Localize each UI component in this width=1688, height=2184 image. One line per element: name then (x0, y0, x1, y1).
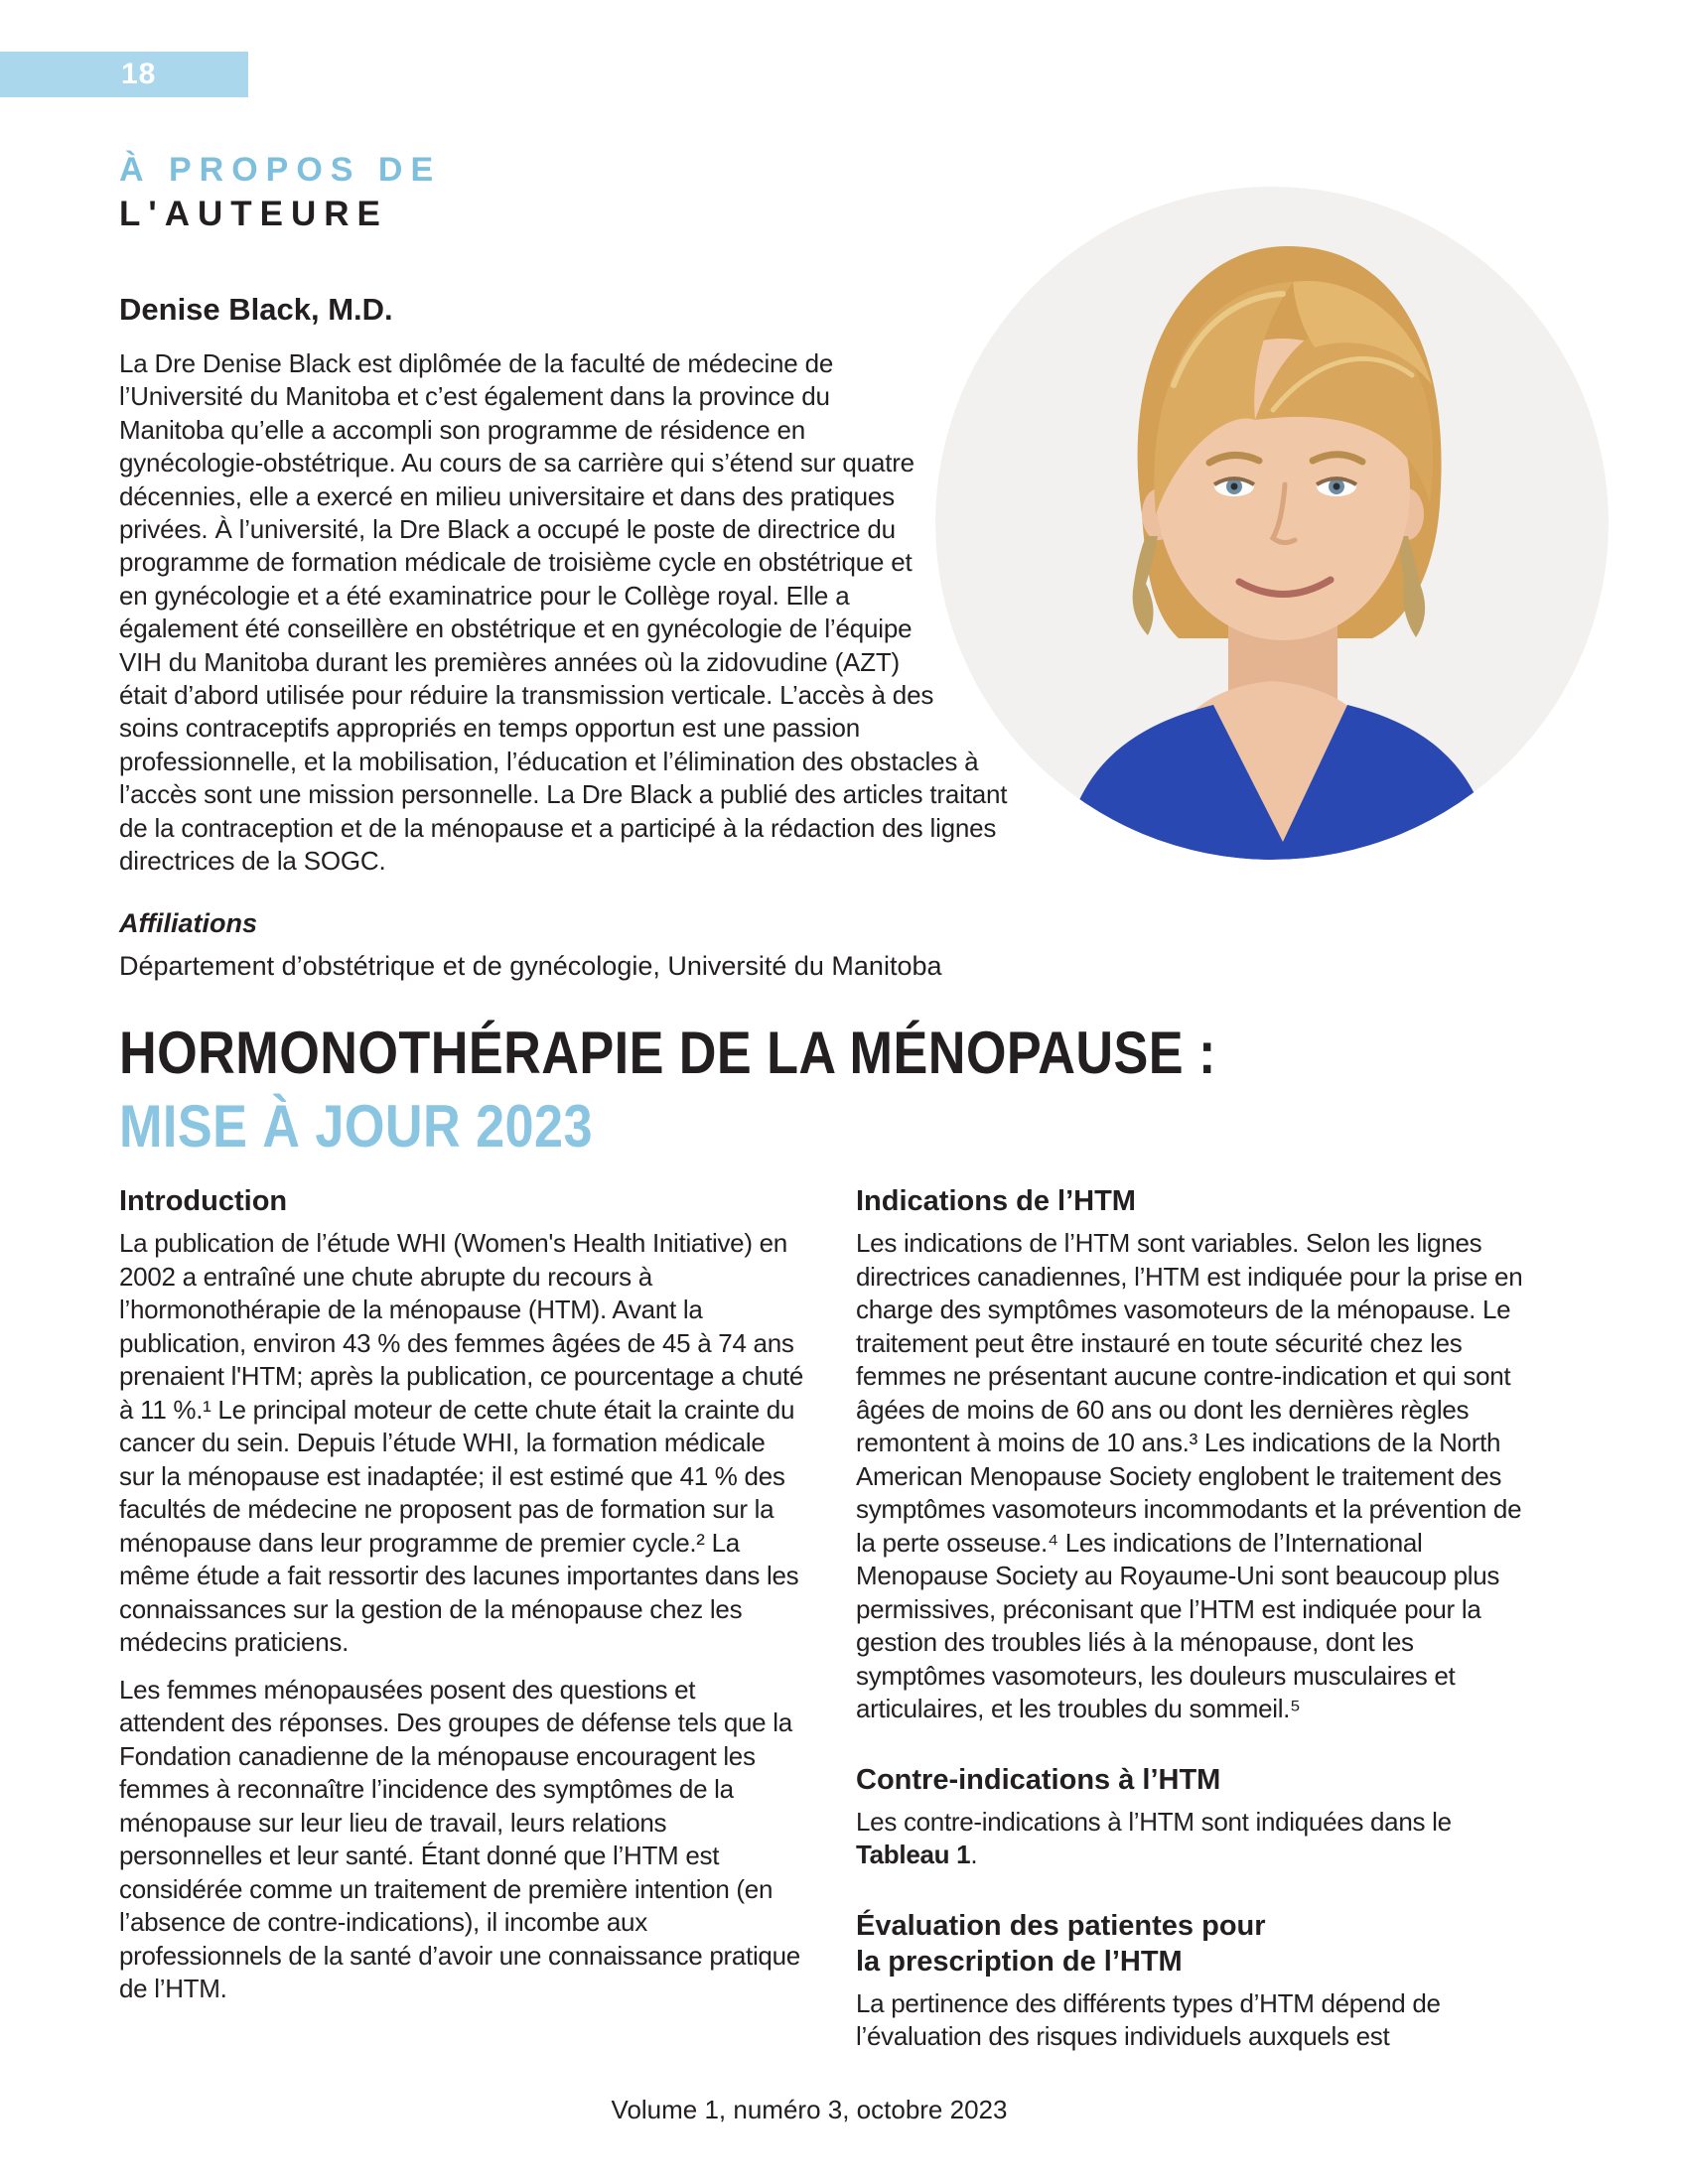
portrait-illustration (935, 187, 1609, 860)
indications-heading: Indications de l’HTM (856, 1185, 1136, 1217)
article-title (119, 1021, 1609, 1160)
article-body (119, 1183, 1543, 2068)
author-bio: La Dre Denise Black est diplômée de la faculté de médecine de l’Université du Manitoba et c’est également dans la province du Manitoba qu’elle a accompli son programme de résidence en gynécologie-obstétrique. Au cours de sa carrière qui s’étend sur quatre décennies, elle a exercé en milieu universitaire et dans des pratiques privées. À l’université, la Dre Black a occupé le poste de directrice du programme de formation médicale de troisième cycle en obstétrique et en gynécologie et a été examinatrice pour le Collège royal. Elle a également été conseillère en obstétrique et en gynécologie de l’équipe VIH du Manitoba durant les premières années où la zidovudine (AZT) était d’abord utilisée pour réduire la transmission verticale. L’accès à des soins contraceptifs appropriés en temps opportun est une passion professionnelle, et la mobilisation, l’éducation et l’élimination des obstacles à l’accès sont une mission personnelle. La Dre Black a publié des articles traitant de la contraception et de la ménopause et a participé à la rédaction des lignes directrices de la SOGC. (119, 348, 1008, 877)
article-title-line2: MISE À JOUR 2023 (119, 1093, 593, 1160)
article-title-line1: HORMONOTHÉRAPIE DE LA MÉNOPAUSE : (119, 1020, 1216, 1086)
evaluation-paragraph: La pertinence des différents types d’HTM dépend de l’évaluation des risques individuels auxquels est (856, 1987, 1441, 2051)
affiliations-label: Affiliations (119, 907, 258, 938)
section-kicker-line1: À PROPOS DE (119, 151, 442, 189)
page-number: 18 (121, 58, 157, 90)
section-kicker-line2: L'AUTEURE (119, 195, 388, 233)
affiliations-text: Département d’obstétrique et de gynécologie, Université du Manitoba (119, 950, 942, 981)
author-name: Denise Black, M.D. (119, 292, 393, 327)
left-column (119, 1183, 806, 2068)
indications-paragraph: Les indications de l’HTM sont variables. Selon les lignes directrices canadiennes, l’HTM est indiquée pour la prise en charge des symptômes vasomoteurs de la ménopause. Le traitement peut être instauré en toute sécurité chez les femmes ne présentant aucune contre-indication et qui sont âgées de moins de 60 ans ou dont les dernières règles remontent à moins de 10 ans.³ Les indications de la North American Menopause Society englobent le traitement des symptômes vasomoteurs incommodants et la prévention de la perte osseuse.⁴ Les indications de l’International Menopause Society au Royaume-Uni sont beaucoup plus permissives, préconisant que l’HTM est indiquée pour la gestion des troubles liés à la ménopause, dont les symptômes vasomoteurs, les douleurs musculaires et articulaires, et les troubles du sommeil.⁵ (856, 1228, 1523, 1723)
page-number-bar (0, 52, 248, 97)
evaluation-heading: Évaluation des patientes pour la prescription de l’HTM (856, 1909, 1266, 1978)
intro-heading: Introduction (119, 1185, 288, 1217)
intro-paragraph-1: La publication de l’étude WHI (Women's Health Initiative) en 2002 a entraîné une chute abrupte du recours à l’hormonothérapie de la ménopause (HTM). Avant la publication, environ 43 % des femmes âgées de 45 à 74 ans prenaient l'HTM; après la publication, ce pourcentage a chuté à 11 %.¹ Le principal moteur de cette chute était la crainte du cancer du sein. Depuis l’étude WHI, la formation médicale sur la ménopause est inadaptée; il est estimé que 41 % des facultés de médecine ne proposent pas de formation sur la ménopause dans leur programme de premier cycle.² La même étude a fait ressortir des lacunes importantes dans les connaissances sur la gestion de la ménopause chez les médecins praticiens. (119, 1228, 804, 1657)
right-column (856, 1183, 1543, 2068)
footer-volume-info: Volume 1, numéro 3, octobre 2023 (611, 2095, 1008, 2124)
intro-paragraph-2: Les femmes ménopausées posent des questions et attendent des réponses. Des groupes de défense tels que la Fondation canadienne de la ménopause encouragent les femmes à reconnaître l’incidence des symptômes de la ménopause sur leur lieu de travail, leurs relations personnelles et leur santé. Étant donné que l’HTM est considérée comme un traitement de première intention (en l’absence de contre-indications), il incombe aux professionnels de la santé d’avoir une connaissance pratique de l’HTM. (119, 1674, 800, 2003)
tableau-1-reference: Tableau 1 (856, 1840, 971, 1869)
about-author-section (119, 149, 1648, 982)
contraindications-heading: Contre-indications à l’HTM (856, 1763, 1221, 1796)
contraindications-paragraph: Les contre-indications à l’HTM sont indiquées dans le Tableau 1. (856, 1806, 1452, 1869)
author-photo (935, 187, 1609, 860)
